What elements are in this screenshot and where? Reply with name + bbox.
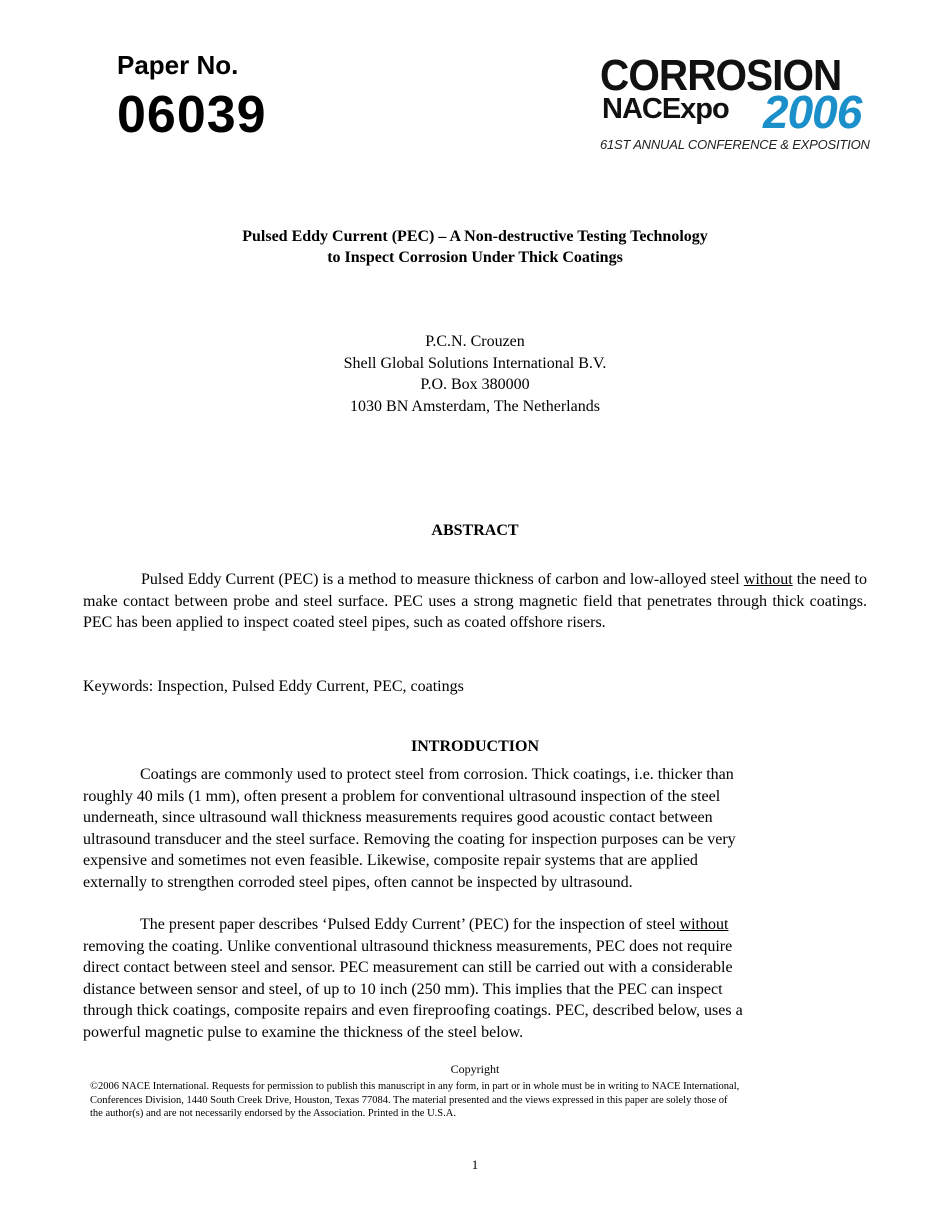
intro-p1-line: roughly 40 mils (1 mm), often present a problem for conventional ultrasound inspection of the steel	[83, 787, 721, 805]
author-organization: Shell Global Solutions International B.V.	[343, 354, 607, 372]
abstract-heading: ABSTRACT	[431, 522, 519, 539]
copyright-heading: Copyright	[450, 1062, 500, 1076]
intro-p2-line: powerful magnetic pulse to examine the thickness of the steel below.	[83, 1023, 524, 1041]
intro-p1-line: Coatings are commonly used to protect steel from corrosion. Thick coatings, i.e. thicker than	[140, 766, 734, 783]
paper-label: Paper No.	[117, 50, 239, 80]
intro-paragraph-1	[83, 764, 867, 893]
author-name: P.C.N. Crouzen	[425, 333, 525, 350]
author-po-box: P.O. Box 380000	[420, 376, 530, 393]
title-line-1: Pulsed Eddy Current (PEC) – A Non-destructive Testing Technology	[242, 228, 708, 245]
intro-p2-line: through thick coatings, composite repairs and even fireproofing coatings. PEC, described below, uses a	[83, 1002, 743, 1019]
copyright-line: ©2006 NACE International. Requests for permission to publish this manuscript in any form, in part or in whole must be in writing to NACE International,	[90, 1081, 740, 1092]
author-block	[0, 331, 950, 417]
intro-p1-line: externally to strengthen corroded steel pipes, often cannot be inspected by ultrasound.	[83, 873, 633, 891]
intro-p1-line: underneath, since ultrasound wall thickness measurements requires good acoustic contact between	[83, 809, 713, 826]
abstract-text	[83, 569, 867, 634]
copyright-line: Conferences Division, 1440 South Creek Drive, Houston, Texas 77084. The material presented and the views expressed in this paper are solely those of	[90, 1094, 728, 1106]
page-number: 1	[471, 1157, 479, 1172]
logo-subtitle: 61ST ANNUAL CONFERENCE & EXPOSITION	[600, 137, 870, 152]
abstract-underlined-word: without	[743, 571, 793, 588]
logo-nacexpo-text: NACExpo	[602, 93, 729, 125]
paper-title	[0, 226, 950, 268]
intro-p2-underlined-word: without	[679, 916, 729, 933]
abstract-text-start: Pulsed Eddy Current (PEC) is a method to measure thickness of carbon and low-alloyed steel	[141, 571, 744, 588]
logo-year-text: 2006	[763, 86, 862, 138]
author-city: 1030 BN Amsterdam, The Netherlands	[350, 397, 600, 415]
intro-p1-line: ultrasound transducer and the steel surface. Removing the coating for inspection purposes can be very	[83, 830, 736, 848]
intro-paragraph-2	[83, 914, 867, 1043]
title-line-2: to Inspect Corrosion Under Thick Coatings	[327, 249, 623, 266]
intro-p2-line: removing the coating. Unlike conventional ultrasound thickness measurements, PEC does not require	[83, 937, 733, 955]
paper-number: 06039	[117, 86, 267, 144]
intro-p2-line: distance between sensor and steel, of up to 10 inch (250 mm). This implies that the PEC can inspect	[83, 980, 723, 998]
abstract-text-end: the need to make contact between probe and steel surface. PEC uses a strong magnetic field that penetrates through thick coatings. PEC has been applied to inspect coated steel pipes, such as coated offshore risers.	[83, 571, 867, 631]
keywords: Keywords: Inspection, Pulsed Eddy Current, PEC, coatings	[83, 678, 464, 695]
intro-p2-line	[83, 914, 867, 936]
conference-logo	[600, 51, 885, 157]
copyright-notice	[90, 1080, 870, 1121]
copyright-line: the author(s) and are not necessarily endorsed by the Association. Printed in the U.S.A.	[90, 1108, 456, 1119]
logo-corrosion-text: CORROSION	[600, 51, 842, 100]
intro-p1-line: expensive and sometimes not even feasible. Likewise, composite repair systems that are applied	[83, 852, 698, 869]
introduction-heading: INTRODUCTION	[410, 738, 539, 755]
intro-p2-first-text: The present paper describes ‘Pulsed Eddy Current’ (PEC) for the inspection of steel	[140, 916, 680, 933]
intro-p2-line: direct contact between steel and sensor. PEC measurement can still be carried out with a considerable	[83, 959, 733, 976]
